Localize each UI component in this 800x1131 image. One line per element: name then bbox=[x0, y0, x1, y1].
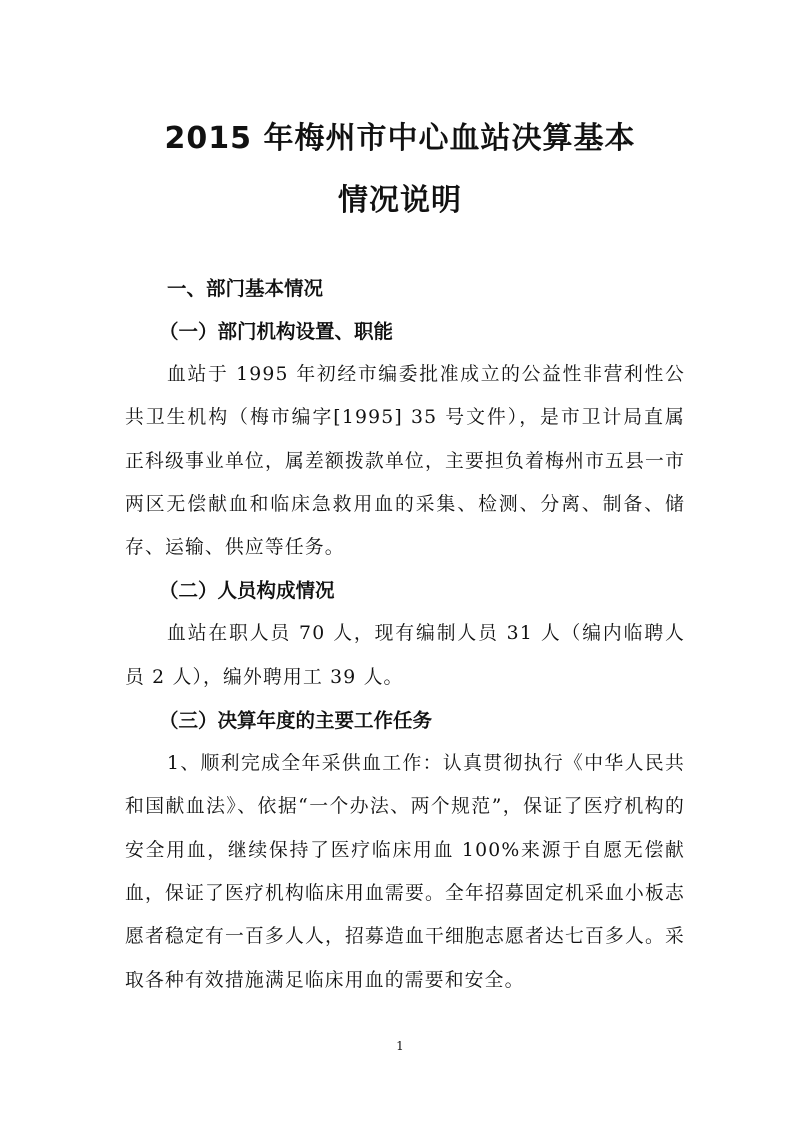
paragraph-organization: 血站于 1995 年初经市编委批准成立的公益性非营利性公共卫生机构（梅市编字[1995] 35 号文件），是市卫计局直属正科级事业单位，属差额拨款单位，主要担负着梅州市五县一市两区无偿献血和临床急救用血的采集、检测、分离、制备、储存、运输、供应等任务。 bbox=[125, 364, 685, 559]
paragraph-staff: 血站在职人员 70 人，现有编制人员 31 人（编内临聘人员 2 人），编外聘用工 39 人。 bbox=[125, 623, 685, 688]
document-title-line2: 情况说明 bbox=[338, 183, 462, 218]
subsection-heading-main-tasks: （三）决算年度的主要工作任务 bbox=[159, 709, 433, 733]
subsection-heading-organization: （一）部门机构设置、职能 bbox=[159, 320, 394, 343]
page-number: 1 bbox=[396, 1039, 404, 1053]
document-title-line1: 2015 年梅州市中心血站决算基本 bbox=[164, 121, 636, 156]
document-body bbox=[125, 267, 685, 1002]
section-heading-basic-info: 一、部门基本情况 bbox=[167, 277, 324, 300]
paragraph-main-tasks: 1、顺利完成全年采供血工作：认真贯彻执行《中华人民共和国献血法》、依据“一个办法、两个规范”，保证了医疗机构的安全用血，继续保持了医疗临床用血 100%来源于自愿无偿献血，保证了医疗机构临床用血需要。全年招募固定机采血小板志愿者稳定有一百多人人，招募造血干细胞志愿者达七百多人。采取各种有效措施满足临床用血的需要和安全。 bbox=[125, 753, 685, 991]
subsection-heading-staff: （二）人员构成情况 bbox=[159, 579, 335, 603]
